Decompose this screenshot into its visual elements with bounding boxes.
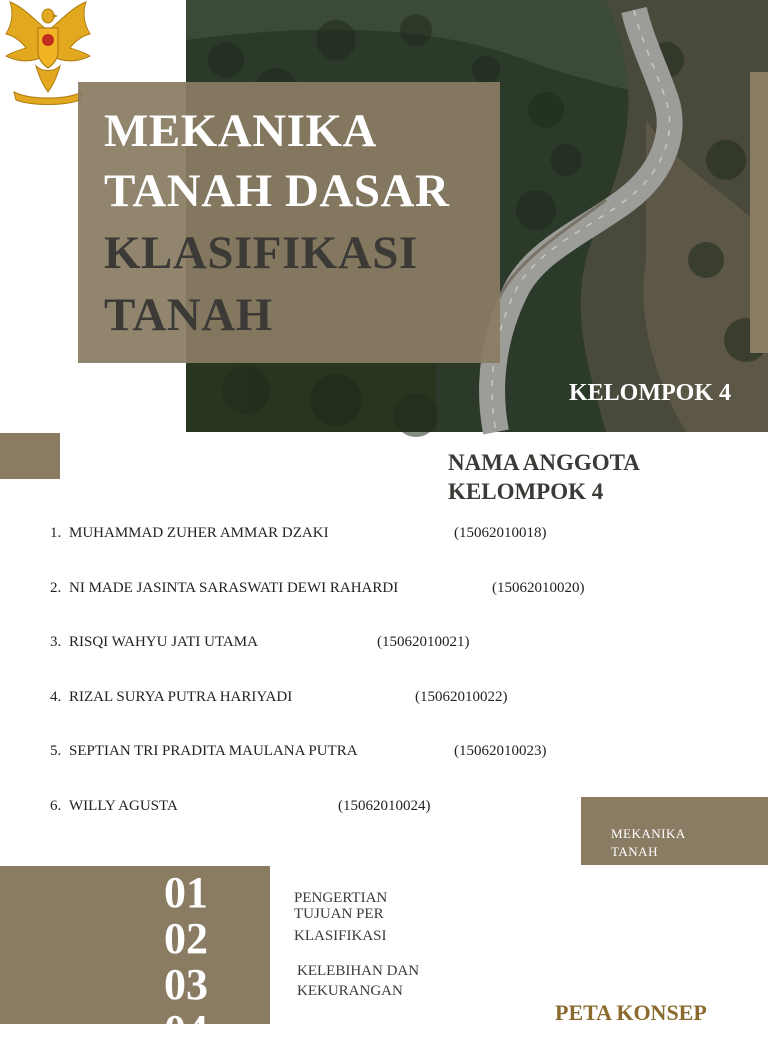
group-label: KELOMPOK 4 bbox=[569, 380, 731, 406]
member-nim: (15062010024) bbox=[338, 798, 431, 814]
member-name: SEPTIAN TRI PRADITA MAULANA PUTRA bbox=[69, 743, 358, 759]
toc-item-tujuan: TUJUAN PER bbox=[294, 906, 384, 922]
member-name: RIZAL SURYA PUTRA HARIYADI bbox=[69, 689, 293, 705]
section-label bbox=[611, 825, 686, 861]
decorative-block bbox=[0, 433, 60, 479]
toc-item-kekurangan: KEKURANGAN bbox=[297, 983, 403, 999]
members-heading-line-2: KELOMPOK 4 bbox=[448, 479, 604, 504]
title-line-1: MEKANIKA bbox=[104, 105, 377, 157]
member-name: WILLY AGUSTA bbox=[69, 798, 178, 814]
toc-number-01: 01 bbox=[164, 868, 208, 917]
member-nim: (15062010020) bbox=[492, 580, 585, 596]
section-label-line-1: MEKANIKA bbox=[611, 826, 686, 841]
toc-number-03: 03 bbox=[164, 960, 208, 1009]
members-heading-line-1: NAMA ANGGOTA bbox=[448, 450, 640, 475]
toc-number-02: 02 bbox=[164, 914, 208, 963]
member-nim: (15062010022) bbox=[415, 689, 508, 705]
title-box bbox=[78, 82, 500, 363]
section-label-box bbox=[581, 797, 768, 865]
member-number: 3. bbox=[50, 634, 62, 650]
member-name: RISQI WAHYU JATI UTAMA bbox=[69, 634, 258, 650]
member-item bbox=[50, 798, 431, 815]
title-line-2: TANAH DASAR bbox=[104, 165, 450, 217]
member-item bbox=[50, 743, 547, 760]
member-number: 5. bbox=[50, 743, 62, 759]
section-label-line-2: TANAH bbox=[611, 844, 658, 859]
toc-item-klasifikasi: KLASIFIKASI bbox=[294, 928, 387, 944]
member-name: NI MADE JASINTA SARASWATI DEWI RAHARDI bbox=[69, 580, 399, 596]
member-number: 2. bbox=[50, 580, 62, 596]
subtitle-line-2: TANAH bbox=[104, 289, 273, 341]
member-item bbox=[50, 580, 585, 597]
member-item bbox=[50, 689, 508, 706]
toc-number-panel bbox=[0, 866, 270, 1055]
member-item bbox=[50, 634, 470, 651]
decorative-side-bar bbox=[750, 72, 768, 353]
toc-number-04: 04 bbox=[164, 1006, 208, 1055]
member-nim: (15062010018) bbox=[454, 525, 547, 541]
subtitle-line-1: KLASIFIKASI bbox=[104, 227, 418, 279]
members-heading bbox=[448, 448, 640, 506]
toc-item-pengertian: PENGERTIAN bbox=[294, 890, 388, 906]
member-number: 4. bbox=[50, 689, 62, 705]
member-number: 6. bbox=[50, 798, 62, 814]
member-item bbox=[50, 525, 547, 542]
concept-map-heading: PETA KONSEP bbox=[555, 1000, 707, 1025]
member-name: MUHAMMAD ZUHER AMMAR DZAKI bbox=[69, 525, 329, 541]
member-nim: (15062010021) bbox=[377, 634, 470, 650]
member-number: 1. bbox=[50, 525, 62, 541]
toc-item-kelebihan: KELEBIHAN DAN bbox=[297, 963, 420, 979]
member-nim: (15062010023) bbox=[454, 743, 547, 759]
